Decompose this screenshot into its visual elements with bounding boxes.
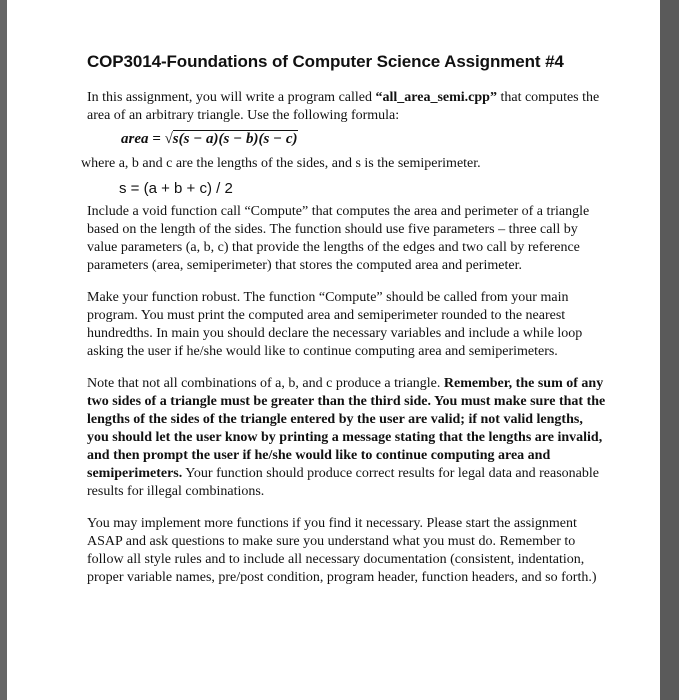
paragraph-style: You may implement more functions if you find it necessary. Please start the assignment ASAP and ask questions to make sure you understand what you must do. Remember to follow all style rules and to include all necessary documentation (consistent, indentation, proper variable names, pre/post condition, program header, function headers, and so forth.) [87, 516, 597, 585]
where-text: where a, b and c are the lengths of the sides, and s is the semiperimeter. [81, 156, 481, 171]
validation-bold: Remember, the sum of any two sides of a triangle must be greater than the third side. You must make sure that the lengths of the sides of the triangle entered by the user are valid; if not valid lengths, you should let the user know by printing a message stating that the lengths are invalid, and then prompt the user if he/she would like to continue computing area and semiperimeters. [87, 376, 606, 481]
paragraph-compute: Include a void function call “Compute” that computes the area and perimeter of a triangle based on the length of the sides. The function should use five parameters – three call by value parameters (a, b, c) that provide the lengths of the edges and two call by reference parameters (area, semiperimeter) that stores the computed area and perimeter. [87, 204, 590, 273]
paragraph-validation [87, 375, 607, 501]
formula-radicand: s(s − a)(s − b)(s − c) [172, 131, 298, 147]
intro-pre: In this assignment, you will write a program called [87, 90, 376, 105]
area-formula [121, 129, 607, 149]
sqrt-symbol: √ [164, 131, 173, 147]
validation-post: Your function should produce correct results for legal data and reasonable results for illegal combinations. [87, 466, 599, 499]
viewer-right-border [660, 0, 679, 700]
page-title: COP3014-Foundations of Computer Science Assignment #4 [87, 52, 564, 71]
formula-lhs: area = [121, 131, 165, 147]
document-page [7, 0, 660, 700]
document-content [81, 52, 607, 587]
intro-post: that computes the area of an arbitrary triangle. Use the following formula: [87, 90, 600, 123]
paragraph-robust: Make your function robust. The function “Compute” should be called from your main program. You must print the computed area and semiperimeter rounded to the nearest hundredths. In main you should declare the necessary variables and include a while loop asking the user if he/she would like to continue computing area and semiperimeters. [87, 290, 583, 359]
intro-paragraph [87, 89, 607, 125]
viewer-left-border [0, 0, 7, 700]
validation-pre: Note that not all combinations of a, b, and c produce a triangle. [87, 376, 444, 391]
intro-filename: “all_area_semi.cpp” [375, 90, 497, 105]
semiperimeter-formula: s = (a + b + c) / 2 [119, 180, 233, 197]
